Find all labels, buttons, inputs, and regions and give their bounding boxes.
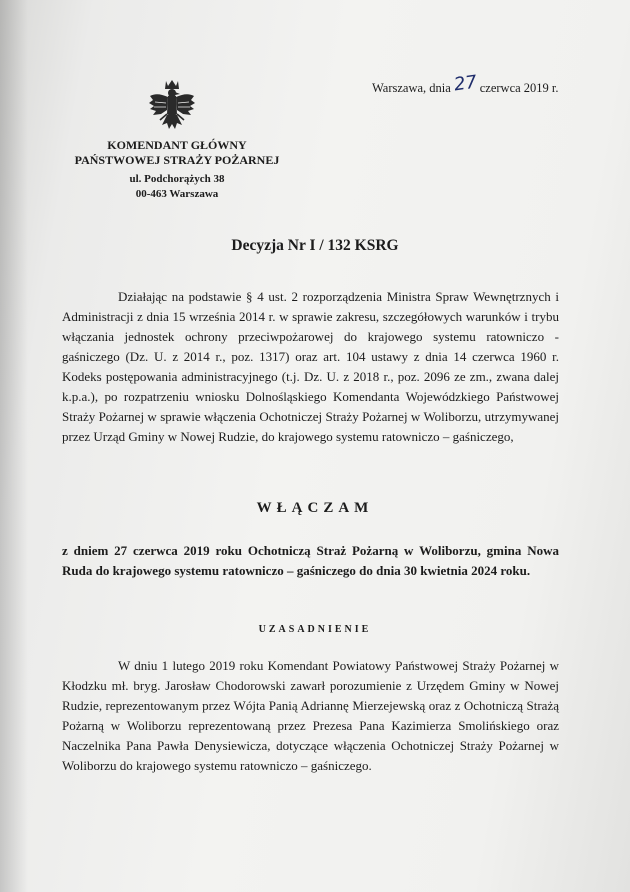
justification-heading: UZASADNIENIE <box>258 624 372 635</box>
issuer-address <box>60 172 294 202</box>
address-line-2: 00-463 Warszawa <box>135 188 219 200</box>
decision-title: Decyzja Nr I / 132 KSRG <box>231 237 399 254</box>
place-date-suffix: czerwca 2019 r. <box>479 81 559 95</box>
legal-basis-paragraph: Działając na podstawie § 4 ust. 2 rozporządzenia Ministra Spraw Wewnętrznych i Administracji z dnia 15 września 2014 r. w sprawie zakresu, szczegółowych warunków i trybu włączania jednostek ochrony przeciwpożarowej do krajowego systemu ratowniczo - gaśniczego (Dz. U. z 2014 r., poz. 1317) oraz art. 104 ustawy z dnia 14 czerwca 1960 r. Kodeks postępowania administracyjnego (t.j. Dz. U. z 2018 r., poz. 2096 ze zm., zwana dalej k.p.a.), po rozpatrzeniu wniosku Dolnośląskiego Komendanta Wojewódzkiego Państwowej Straży Pożarnej w sprawie włączenia Ochotniczej Straży Pożarnej w Woliborzu, utrzymywanej przez Urząd Gminy w Nowej Rudzie, do krajowego systemu ratowniczo – gaśniczego, <box>62 289 559 444</box>
issuer-line-1: KOMENDANT GŁÓWNY <box>107 138 247 152</box>
justification-paragraph: W dniu 1 lutego 2019 roku Komendant Powiatowy Państwowej Straży Pożarnej w Kłodzku mł. bryg. Jarosław Chodorowski zawarł porozumienie z Urzędem Gminy w Nowej Rudzie, reprezentowanym przez Wójta Panią Adriannę Mierzejewską oraz z Ochotniczą Strażą Pożarną w Woliborzu reprezentowaną przez Prezesa Pana Kazimierza Smolińskiego oraz Naczelnika Pana Pawła Denysiewicza, dotyczące włączenia Ochotniczej Straży Pożarnej w Woliborzu do krajowego systemu ratowniczo – gaśniczego. <box>62 658 559 773</box>
address-line-1: ul. Podchorążych 38 <box>129 173 225 185</box>
place-date-prefix: Warszawa, dnia <box>372 81 451 95</box>
issuer-block <box>60 138 294 168</box>
issuer-line-2: PAŃSTWOWEJ STRAŻY POŻARNEJ <box>74 153 280 167</box>
polish-eagle-emblem-icon <box>147 78 197 134</box>
handwritten-day: 27 <box>452 71 479 96</box>
decision-text: z dniem 27 czerwca 2019 roku Ochotniczą Straż Pożarną w Woliborzu, gmina Nowa Ruda do krajowego systemu ratowniczo – gaśniczego do dnia 30 kwietnia 2024 roku. <box>62 543 559 578</box>
decision-word: WŁĄCZAM <box>256 500 374 516</box>
place-and-date <box>372 71 559 97</box>
page-shadow <box>0 0 28 892</box>
